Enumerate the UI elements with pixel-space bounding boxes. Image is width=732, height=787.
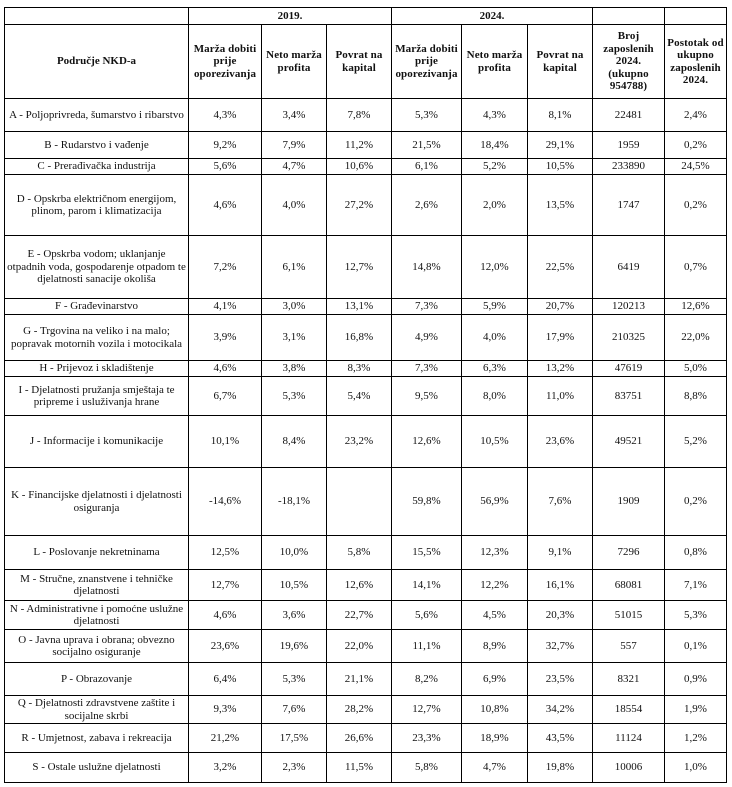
col-header-2024-net-margin: Neto marža profita [462, 25, 528, 99]
cell-2024-roe: 22,5% [528, 236, 593, 299]
col-header-2019-net-margin: Neto marža profita [262, 25, 327, 99]
cell-2019-roe: 12,6% [327, 570, 392, 601]
cell-employees: 51015 [593, 601, 665, 630]
cell-employee-share: 5,2% [665, 416, 727, 468]
cell-2024-pretax-margin: 12,7% [392, 696, 462, 724]
cell-employee-share: 7,1% [665, 570, 727, 601]
cell-2019-roe: 21,1% [327, 663, 392, 696]
col-header-2024-roe: Povrat na kapital [528, 25, 593, 99]
table-row [5, 570, 727, 601]
cell-employee-share: 0,9% [665, 663, 727, 696]
cell-2024-net-margin: 6,3% [462, 361, 528, 377]
cell-2019-pretax-margin: 6,7% [189, 377, 262, 416]
col-header-area: Područje NKD-a [5, 25, 189, 99]
cell-2019-pretax-margin: 4,6% [189, 601, 262, 630]
cell-2019-net-margin: 19,6% [262, 630, 327, 663]
cell-employees: 6419 [593, 236, 665, 299]
cell-2019-net-margin: 4,0% [262, 175, 327, 236]
col-header-2019-pretax-margin: Marža dobiti prije oporezivanja [189, 25, 262, 99]
cell-2024-roe: 20,3% [528, 601, 593, 630]
cell-2024-roe: 34,2% [528, 696, 593, 724]
cell-2024-pretax-margin: 9,5% [392, 377, 462, 416]
cell-employee-share: 5,0% [665, 361, 727, 377]
cell-2024-net-margin: 4,5% [462, 601, 528, 630]
cell-2024-roe: 23,6% [528, 416, 593, 468]
cell-2024-pretax-margin: 5,6% [392, 601, 462, 630]
table-row [5, 99, 727, 132]
cell-2019-roe: 16,8% [327, 315, 392, 361]
cell-2024-pretax-margin: 7,3% [392, 299, 462, 315]
cell-2024-roe: 20,7% [528, 299, 593, 315]
cell-employees: 49521 [593, 416, 665, 468]
cell-2019-pretax-margin: 6,4% [189, 663, 262, 696]
cell-2019-pretax-margin: 10,1% [189, 416, 262, 468]
cell-2019-net-margin: 10,5% [262, 570, 327, 601]
cell-employees: 1909 [593, 468, 665, 536]
cell-2024-net-margin: 12,3% [462, 536, 528, 570]
table-row [5, 630, 727, 663]
cell-2024-roe: 10,5% [528, 159, 593, 175]
cell-2024-net-margin: 6,9% [462, 663, 528, 696]
cell-2019-pretax-margin: 7,2% [189, 236, 262, 299]
cell-employee-share: 0,1% [665, 630, 727, 663]
cell-2024-roe: 17,9% [528, 315, 593, 361]
cell-2024-pretax-margin: 15,5% [392, 536, 462, 570]
cell-2024-net-margin: 8,9% [462, 630, 528, 663]
cell-area: J - Informacije i komunikacije [5, 416, 189, 468]
cell-employee-share: 0,2% [665, 132, 727, 159]
cell-employees: 10006 [593, 753, 665, 783]
table-row [5, 315, 727, 361]
cell-2024-pretax-margin: 2,6% [392, 175, 462, 236]
cell-2024-roe: 19,8% [528, 753, 593, 783]
cell-2024-roe: 43,5% [528, 724, 593, 753]
cell-employees: 1747 [593, 175, 665, 236]
table-row [5, 175, 727, 236]
cell-area: F - Građevinarstvo [5, 299, 189, 315]
cell-2019-pretax-margin: 4,6% [189, 361, 262, 377]
table-body [5, 99, 727, 783]
cell-2019-pretax-margin: 12,7% [189, 570, 262, 601]
cell-employee-share: 8,8% [665, 377, 727, 416]
cell-2019-roe: 22,0% [327, 630, 392, 663]
cell-2024-roe: 11,0% [528, 377, 593, 416]
cell-employee-share: 0,7% [665, 236, 727, 299]
cell-area: B - Rudarstvo i vađenje [5, 132, 189, 159]
cell-area: P - Obrazovanje [5, 663, 189, 696]
cell-area: I - Djelatnosti pružanja smještaja te pripreme i usluživanja hrane [5, 377, 189, 416]
cell-2024-roe: 7,6% [528, 468, 593, 536]
cell-employee-share: 2,4% [665, 99, 727, 132]
col-header-2024-pretax-margin: Marža dobiti prije oporezivanja [392, 25, 462, 99]
cell-2024-pretax-margin: 23,3% [392, 724, 462, 753]
cell-2019-roe: 22,7% [327, 601, 392, 630]
cell-2024-net-margin: 18,4% [462, 132, 528, 159]
cell-area: C - Prerađivačka industrija [5, 159, 189, 175]
year-2024-header: 2024. [392, 8, 593, 25]
cell-2019-pretax-margin: 5,6% [189, 159, 262, 175]
cell-area: O - Javna uprava i obrana; obvezno socijalno osiguranje [5, 630, 189, 663]
cell-2019-net-margin: 3,0% [262, 299, 327, 315]
cell-2019-pretax-margin: 9,2% [189, 132, 262, 159]
cell-employees: 7296 [593, 536, 665, 570]
cell-employee-share: 1,2% [665, 724, 727, 753]
cell-2019-pretax-margin: 21,2% [189, 724, 262, 753]
cell-2019-roe: 5,8% [327, 536, 392, 570]
table-row [5, 236, 727, 299]
cell-2019-pretax-margin: 4,1% [189, 299, 262, 315]
col-header-2019-roe: Povrat na kapital [327, 25, 392, 99]
cell-area: A - Poljoprivreda, šumarstvo i ribarstvo [5, 99, 189, 132]
cell-employees: 210325 [593, 315, 665, 361]
cell-2024-pretax-margin: 14,8% [392, 236, 462, 299]
cell-area: L - Poslovanje nekretninama [5, 536, 189, 570]
table-row [5, 753, 727, 783]
cell-2024-pretax-margin: 6,1% [392, 159, 462, 175]
cell-2019-roe: 26,6% [327, 724, 392, 753]
cell-employees: 47619 [593, 361, 665, 377]
cell-area: H - Prijevoz i skladištenje [5, 361, 189, 377]
cell-2024-net-margin: 2,0% [462, 175, 528, 236]
cell-2019-roe [327, 468, 392, 536]
cell-area: M - Stručne, znanstvene i tehničke djelatnosti [5, 570, 189, 601]
cell-2019-roe: 13,1% [327, 299, 392, 315]
corner-cell [5, 8, 189, 25]
cell-2024-pretax-margin: 59,8% [392, 468, 462, 536]
cell-employees: 1959 [593, 132, 665, 159]
cell-2024-pretax-margin: 4,9% [392, 315, 462, 361]
cell-2024-net-margin: 10,8% [462, 696, 528, 724]
cell-2019-roe: 23,2% [327, 416, 392, 468]
cell-2024-net-margin: 4,3% [462, 99, 528, 132]
cell-area: R - Umjetnost, zabava i rekreacija [5, 724, 189, 753]
cell-2024-roe: 13,5% [528, 175, 593, 236]
cell-2019-roe: 11,2% [327, 132, 392, 159]
cell-2019-net-margin: 3,6% [262, 601, 327, 630]
cell-employees: 120213 [593, 299, 665, 315]
cell-2019-net-margin: 5,3% [262, 377, 327, 416]
cell-2024-pretax-margin: 7,3% [392, 361, 462, 377]
cell-2019-net-margin: 8,4% [262, 416, 327, 468]
cell-area: N - Administrativne i pomoćne uslužne djelatnosti [5, 601, 189, 630]
cell-2024-roe: 16,1% [528, 570, 593, 601]
cell-2024-roe: 13,2% [528, 361, 593, 377]
cell-2024-pretax-margin: 12,6% [392, 416, 462, 468]
cell-employee-share: 24,5% [665, 159, 727, 175]
cell-2019-net-margin: 3,8% [262, 361, 327, 377]
cell-employee-share: 1,9% [665, 696, 727, 724]
cell-area: D - Opskrba električnom energijom, plinom, parom i klimatizacija [5, 175, 189, 236]
cell-2024-net-margin: 12,0% [462, 236, 528, 299]
cell-2024-net-margin: 4,7% [462, 753, 528, 783]
cell-2024-roe: 32,7% [528, 630, 593, 663]
cell-employees: 18554 [593, 696, 665, 724]
cell-2024-net-margin: 5,9% [462, 299, 528, 315]
year-header-row [5, 8, 727, 25]
table-row [5, 416, 727, 468]
cell-2024-pretax-margin: 21,5% [392, 132, 462, 159]
cell-2024-pretax-margin: 5,3% [392, 99, 462, 132]
table-row [5, 299, 727, 315]
cell-2019-net-margin: 10,0% [262, 536, 327, 570]
cell-2024-roe: 29,1% [528, 132, 593, 159]
cell-2019-roe: 27,2% [327, 175, 392, 236]
cell-2019-pretax-margin: 4,3% [189, 99, 262, 132]
table-row [5, 696, 727, 724]
empty-header-cell [593, 8, 665, 25]
cell-2024-net-margin: 5,2% [462, 159, 528, 175]
cell-2019-net-margin: 7,9% [262, 132, 327, 159]
cell-2019-roe: 28,2% [327, 696, 392, 724]
cell-employee-share: 0,8% [665, 536, 727, 570]
column-header-row [5, 25, 727, 99]
cell-2019-roe: 5,4% [327, 377, 392, 416]
nkd-profitability-table [4, 7, 727, 783]
cell-2024-net-margin: 4,0% [462, 315, 528, 361]
cell-2019-pretax-margin: -14,6% [189, 468, 262, 536]
cell-2019-net-margin: 2,3% [262, 753, 327, 783]
cell-employees: 83751 [593, 377, 665, 416]
cell-2024-pretax-margin: 14,1% [392, 570, 462, 601]
cell-2024-net-margin: 56,9% [462, 468, 528, 536]
cell-2024-net-margin: 8,0% [462, 377, 528, 416]
cell-2019-roe: 11,5% [327, 753, 392, 783]
cell-2019-net-margin: 6,1% [262, 236, 327, 299]
cell-2019-pretax-margin: 3,9% [189, 315, 262, 361]
cell-2024-roe: 23,5% [528, 663, 593, 696]
cell-2024-roe: 8,1% [528, 99, 593, 132]
cell-employees: 8321 [593, 663, 665, 696]
cell-2019-roe: 10,6% [327, 159, 392, 175]
table-row [5, 361, 727, 377]
cell-2024-net-margin: 18,9% [462, 724, 528, 753]
table-row [5, 377, 727, 416]
cell-2019-roe: 12,7% [327, 236, 392, 299]
cell-2019-pretax-margin: 9,3% [189, 696, 262, 724]
cell-2024-net-margin: 12,2% [462, 570, 528, 601]
cell-employees: 557 [593, 630, 665, 663]
cell-employees: 233890 [593, 159, 665, 175]
table-row [5, 724, 727, 753]
table-row [5, 132, 727, 159]
cell-employees: 22481 [593, 99, 665, 132]
cell-2019-net-margin: 3,1% [262, 315, 327, 361]
cell-2024-roe: 9,1% [528, 536, 593, 570]
cell-employees: 68081 [593, 570, 665, 601]
cell-employee-share: 0,2% [665, 175, 727, 236]
cell-area: S - Ostale uslužne djelatnosti [5, 753, 189, 783]
cell-employees: 11124 [593, 724, 665, 753]
cell-2019-net-margin: -18,1% [262, 468, 327, 536]
cell-2024-pretax-margin: 8,2% [392, 663, 462, 696]
cell-2019-pretax-margin: 12,5% [189, 536, 262, 570]
col-header-employees: Broj zaposlenih 2024. (ukupno 954788) [593, 25, 665, 99]
cell-area: G - Trgovina na veliko i na malo; popravak motornih vozila i motocikala [5, 315, 189, 361]
table-row [5, 536, 727, 570]
cell-2019-net-margin: 7,6% [262, 696, 327, 724]
table-row [5, 601, 727, 630]
table-row [5, 663, 727, 696]
cell-2024-pretax-margin: 11,1% [392, 630, 462, 663]
cell-area: K - Financijske djelatnosti i djelatnosti osiguranja [5, 468, 189, 536]
cell-2019-pretax-margin: 23,6% [189, 630, 262, 663]
cell-2024-net-margin: 10,5% [462, 416, 528, 468]
table-row [5, 468, 727, 536]
cell-area: Q - Djelatnosti zdravstvene zaštite i socijalne skrbi [5, 696, 189, 724]
cell-2024-pretax-margin: 5,8% [392, 753, 462, 783]
cell-2019-pretax-margin: 4,6% [189, 175, 262, 236]
cell-employee-share: 5,3% [665, 601, 727, 630]
cell-2019-net-margin: 4,7% [262, 159, 327, 175]
cell-employee-share: 12,6% [665, 299, 727, 315]
cell-employee-share: 22,0% [665, 315, 727, 361]
table-row [5, 159, 727, 175]
col-header-employee-share: Postotak od ukupno zaposlenih 2024. [665, 25, 727, 99]
cell-employee-share: 1,0% [665, 753, 727, 783]
cell-2019-pretax-margin: 3,2% [189, 753, 262, 783]
cell-2019-net-margin: 17,5% [262, 724, 327, 753]
empty-header-cell [665, 8, 727, 25]
cell-2019-net-margin: 5,3% [262, 663, 327, 696]
cell-area: E - Opskrba vodom; uklanjanje otpadnih voda, gospodarenje otpadom te djelatnosti sanacije okoliša [5, 236, 189, 299]
cell-2019-roe: 8,3% [327, 361, 392, 377]
cell-2019-net-margin: 3,4% [262, 99, 327, 132]
cell-employee-share: 0,2% [665, 468, 727, 536]
year-2019-header: 2019. [189, 8, 392, 25]
cell-2019-roe: 7,8% [327, 99, 392, 132]
